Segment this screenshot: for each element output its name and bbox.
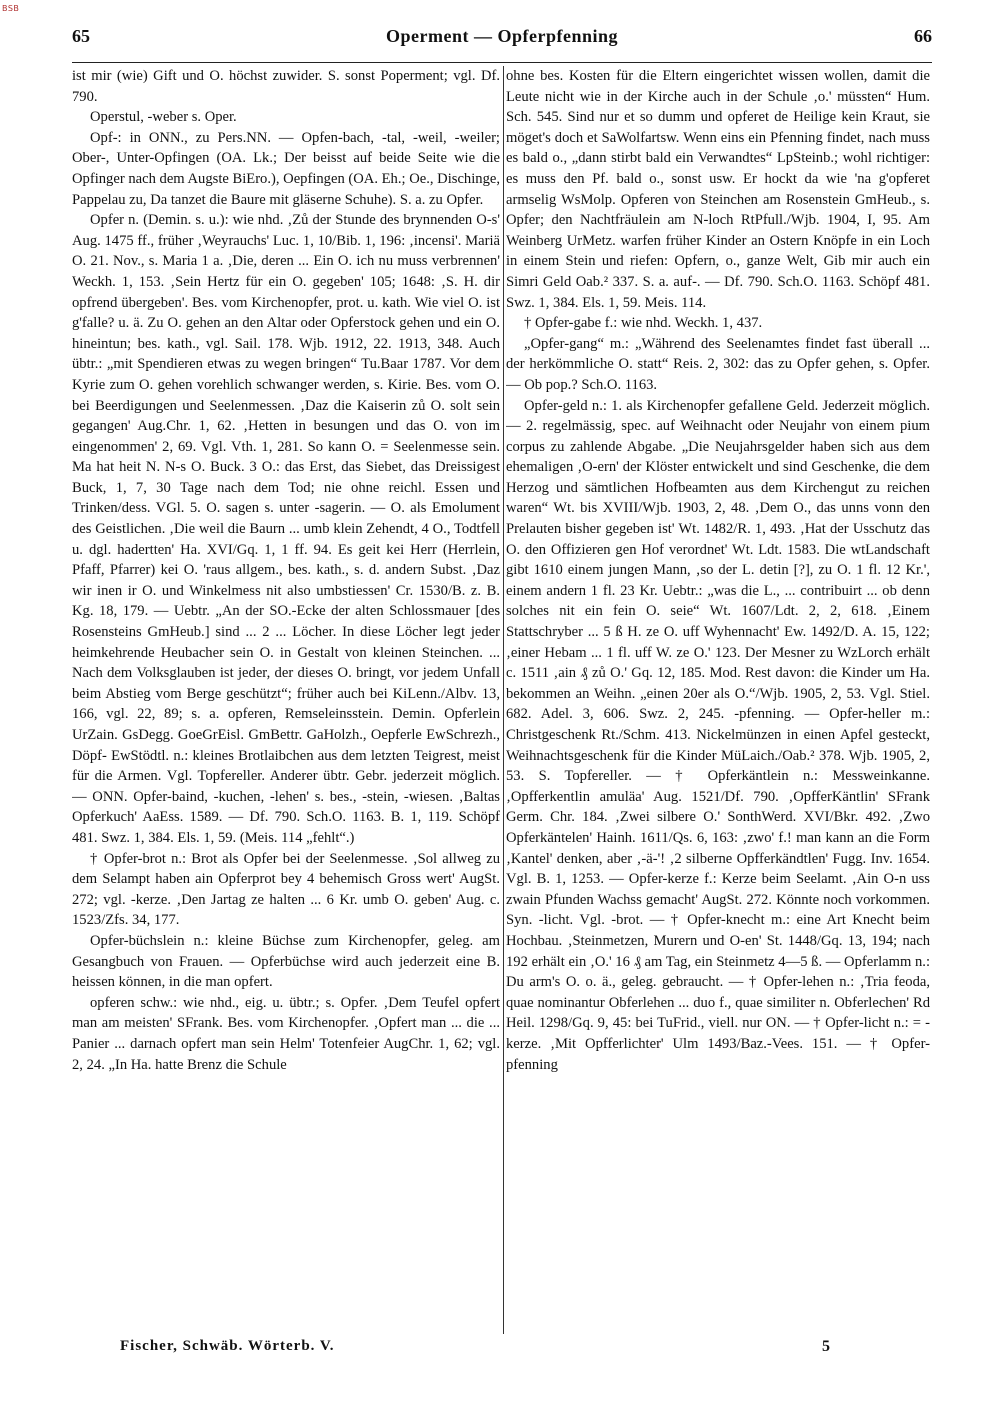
page-header: [72, 20, 932, 54]
library-watermark: BSB: [2, 4, 20, 13]
signature-mark: 5: [822, 1338, 830, 1355]
page-number-right: 66: [914, 26, 932, 46]
entry-text: † Opfer-gabe f.: wie nhd. Weckh. 1, 437.: [524, 315, 763, 332]
header-rule: [72, 62, 932, 63]
running-title: Operment — Opferpfenning: [386, 26, 618, 46]
right-column: [506, 66, 930, 1336]
entry-text: Opf-: in ONN., zu Pers.NN. — Opfen-bach, -tal, -weil, -weiler; Ober-, Unter-Opfingen (OA. Lk.; Der beisst auf beide Seite wie die Opfinger nach dem Augste BiEro.), Oepfingen (OA. Eh.; Oe., Dischinge, Pappelau zu, Da tanzet die Baure mit gläserne Schuhe). S. a. zu Opfer.: [72, 129, 500, 208]
entry-text: „Opfer-gang“ m.: „Während des Seelenamtes findet fast überall ... der herkömmliche O. statt“ Reis. 2, 302: das zu Opfer gehen, s. Opfer. — Ob pop.? Sch.O. 1163.: [506, 335, 930, 393]
page-footer: [120, 1338, 910, 1364]
entry-text: ist mir (wie) Gift und O. höchst zuwider. S. sonst Poperment; vgl. Df. 790.: [72, 68, 500, 105]
footer-author: Fischer, Schwäb. Wörterb. V.: [120, 1338, 335, 1354]
page-number-left: 65: [72, 26, 90, 46]
entry-text: Operstul, -weber s. Oper.: [90, 109, 237, 126]
column-divider: [503, 66, 504, 1334]
entry-text: opferen schw.: wie nhd., eig. u. übtr.; s. Opfer. ‚Dem Teufel opfert man am meisten' SFrank. Bes. vom Kirchenopfer. ‚Opfert man ... die ... Panier ... darnach opfert man sein Helm' Totenfeier AugChr. 1, 62; vgl. 2, 24. „In Ha. hatte Brenz die Schule: [72, 994, 500, 1073]
entry-text: Opfer-geld n.: 1. als Kirchenopfer gefallene Geld. Jederzeit möglich. — 2. regelmässig, spec. auf Weihnacht oder Neujahr von einem pium corpus zu zahlende Abgabe. „Die Neujahrsgelder haben sich aus dem ehemaligen ‚O-ern' der Klöster entwickelt und sind Geschenke, die dem Herzog und sämtlichen Hofbeamten aus dem Kirchengut zu reichen waren“ Wt. bis XVIII/Wjb. 1903, 2, 48. ‚Dem O., das unns vonn den Prelauten bisher gegeben ist' Wt. 1482/R. 1, 493. ‚Hat der Usschutz das O. den Offizieren gen Hof verordnet' Wt. Ldt. 1583. Die wtLandschaft gibt 1610 einem jungen Mann, ‚so der L. detin [?], zu O. 1 fl. 12 Kr.', einem andern 1 fl. 23 Kr. Uebtr.: „was die L., ... contribuirt ... ob denn solches nit ein fein O. seie“ Wt. 1607/Ldt. 2, 2, 618. ‚Einem Stattschryber ... 5 ß H. ze O. uff Wyhennacht' Ew. 1492/D. A. 15, 122; ‚einer Hebam ... 1 fl. uff W. ze O.' 123. Der Mesner zu WzLorch erhält c. 1511 ‚ain ₰ zů O.' Gq. 12, 185. Mod. Rest davon: die Kinder um Ha. bekommen an Weihn. „einen 20er als O.“/Wjb. 1905, 2, 53. Vgl. Stiel. 682. Adel. 3, 606. Swz. 2, 245. -pfenning. — Opfer-heller m.: Christgeschenk Rt./Schm. 413. Nickelmünzen in einen Apfel gesteckt, Weihnachtsgeschenk für die Kinder MüLaich./Oab.² 378. Wjb. 1905, 2, 53. S. Topfereller. — † Opferkäntlein n.: Messweinkanne. ‚Opfferkentlin amuläa' Aug. 1521/Df. 790. ‚OpfferKäntlin' SFrank Germ. Chr. 184. ‚Zwei silbere O.' SonthWerd. XVI/Bkr. 492. ‚Zwo Opferkäntelen' Hainh. 1611/Qs. 6, 163: ‚zwo' f.! man kann an die Form ‚Kantel' denken, aber ‚-ä-'! ‚2 silberne Opfferkändtlen' Fugg. Inv. 1654. Vgl. B. 1, 1253. — Opfer-kerze f.: Kerze beim Seelamt. ‚Ain O-n uss zwain Pfunden Wachss gemacht' AugSt. 272. Könnte noch vorkommen. Syn. -licht. Vgl. -brot. — † Opfer-knecht m.: eine Art Knecht beim Hochbau. ‚Steinmetzen, Murern und O-en' St. 1448/Gq. 13, 194; nach 192 erhält ein ‚O.' 16 ₰ am Tag, ein Steinmetz 4—5 ß. — Opferlamm n.: Du arm's O. o. ä., geleg. gebraucht. — † Opfer-lehen n.: ‚Tria feoda, quae nominantur Obferlehen ... duo f., quae similiter n. Obferlechen' Rd Heil. 1298/Gq. 9, 45: bei TuFrid., viell. nur ON. — † Opfer-licht n.: = -kerze. ‚Mit Opfferlichter' Ulm 1493/Baz.-Vees. 151. — † Opfer-pfenning: [506, 397, 930, 1073]
left-column: [72, 66, 500, 1336]
entry-text: Opfer n. (Demin. s. u.): wie nhd. ‚Zů der Stunde des brynnenden O-s' Aug. 1475 ff., früher ‚Weyrauchs' Luc. 1, 10/Bib. 1, 196: ‚incensi'. Mariä O. 21. Nov., s. Maria 1 a. ‚Die, deren ... Ein O. ich nu muss verbrennen' Weckh. 1, 153. ‚Sein Hertz für ein O. gegeben' 105; 1648: ‚S. H. dir opfrend übergeben'. Bes. vom Kirchenopfer, prot. u. kath. Wie viel O. ist g'falle? u. ä. Zu O. gehen an den Altar oder Opferstock gehen und ein O. hineintun; bes. kath., vgl. Sail. 178. Wjb. 1912, 22. 1913, 348. Auch übtr.: „mit Spendieren etwas zu wegen bringen“ Tu.Baar 1787. Vor dem Kyrie zum O. gehen vorehlich schwanger werden, s. Kirie. Bes. vom O. bei Beerdigungen und Seelenmessen. ‚Daz die Kaiserin zů O. solt sein gegangen' Aug.Chr. 1, 62. ‚Hetten in besungen und das O. von im eingenommen' 2, 69. Vgl. Vth. 1, 281. So kann O. = Seelenmesse sein. Ma hat heit N. N-s O. Buck. 3 O.: das Erst, das Siebet, das Dreissigest Buck, 1, 7, 30 Tage nach dem Tod; nie ohne reichl. Essen und Trinken/dess. VGl. 5. O. sagen s. unter -sagerin. — O. als Emolument des Geistlichen. ‚Die weil die Baurn ... umb klein Zehendt, 4 O., Todtfell u. dgl. hadertten' Ha. XVI/Gq. 1, 1 ff. 94. Es geit kei Herr (Herrlein, Pfaff, Pfarrer) kei O. 'raus allgem., bes. kath., s. d. andern Subst. ‚Daz wir inen ir O. und Winkelmess nit also umbstiessen' Cr. 1530/B. z. B. Kg. 18, 179. — Uebtr. „An der SO.-Ecke der alten Schlossmauer [des Rosensteins GmHeub.] sind ... 2 ... Löcher. In diese Löcher legt jeder heimkehrende Heubacher sein O. in Gestalt von kleinen Steinchen. ... Nach dem Volksglauben ist jeder, der dieses O. bringt, vor jedem Unfall beim Abstieg vom Berge geschützt“; früher auch bei KiLenn./Albv. 13, 166, vgl. 22, 89; s. a. opferen, Remseleinsstein. Demin. Opferlein UrZain. GsDegg. GoeGrEisl. GmBettr. GaHolzh., Oepferle EwSchrezh., Döpf- EwStödtl. n.: kleines Brotlaibchen aus dem letzten Teigrest, meist für die Armen. Vgl. Topfereller. Anderer übtr. Gebr. jederzeit möglich. — ONN. Opfer-baind, -kuchen, -lehen' s. bes., -stein, -wiesen. ‚Baltas Opferkuch' AaEss. 1589. — Df. 790. Sch.O. 1163. B. 1, 119. Schöpf 481. Swz. 1, 384. Els. 1, 59. (Meis. 114 „fehlt“.): [72, 212, 500, 846]
entry-text: Opfer-büchslein n.: kleine Büchse zum Kirchenopfer, geleg. am Gesangbuch von Frauen. — Opferbüchse wird auch jederzeit eine B. heissen können, in die man opfert.: [72, 932, 500, 991]
entry-text: † Opfer-brot n.: Brot als Opfer bei der Seelenmesse. ‚Sol allweg zu dem Selampt haben ain Opferprot bey 4 behemisch Gross wert' AugSt. 272; vgl. -kerze. ‚Den Jartag ze halten ... 6 Kr. umb O. geben' Aug. c. 1523/Zfs. 34, 177.: [72, 850, 500, 929]
entry-text: ohne bes. Kosten für die Eltern eingerichtet wissen wollen, damit die Leute nicht wie in der Kirche auch in der Schule ‚o.' müssten“ Hum. Sch. 545. Sind nur et so dumm und opferet de Heilige kein Kraut, sie möget's doch et SaWolfartsw. Wenn eins ein Pfenning findet, nach muss es bald o., „dann stirbt bald ein Verwandtes“ LpSteinb.; wohl richtiger: es muss den Pf. bald o., sonst usw. Er hockt da wie 'na g'opferet armselig WsMolp. Opferen von Steinchen am Rosenstein GmHeub., s. Opfer; den Nachtfräulein am N-loch RtPfull./Wjb. 1904, I, 95. Am Weinberg UrMetz. warfen früher Kinder an Ostern Knöpfe in ein Loch in einem Stein und riefen: Opfern, o., ganze Welt, Gib mir auch ein Simri Geld Oab.² 337. S. a. auf-. — Df. 790. Sch.O. 1163. Schöpf 481. Swz. 1, 384. Els. 1, 59. Meis. 114.: [506, 68, 930, 311]
